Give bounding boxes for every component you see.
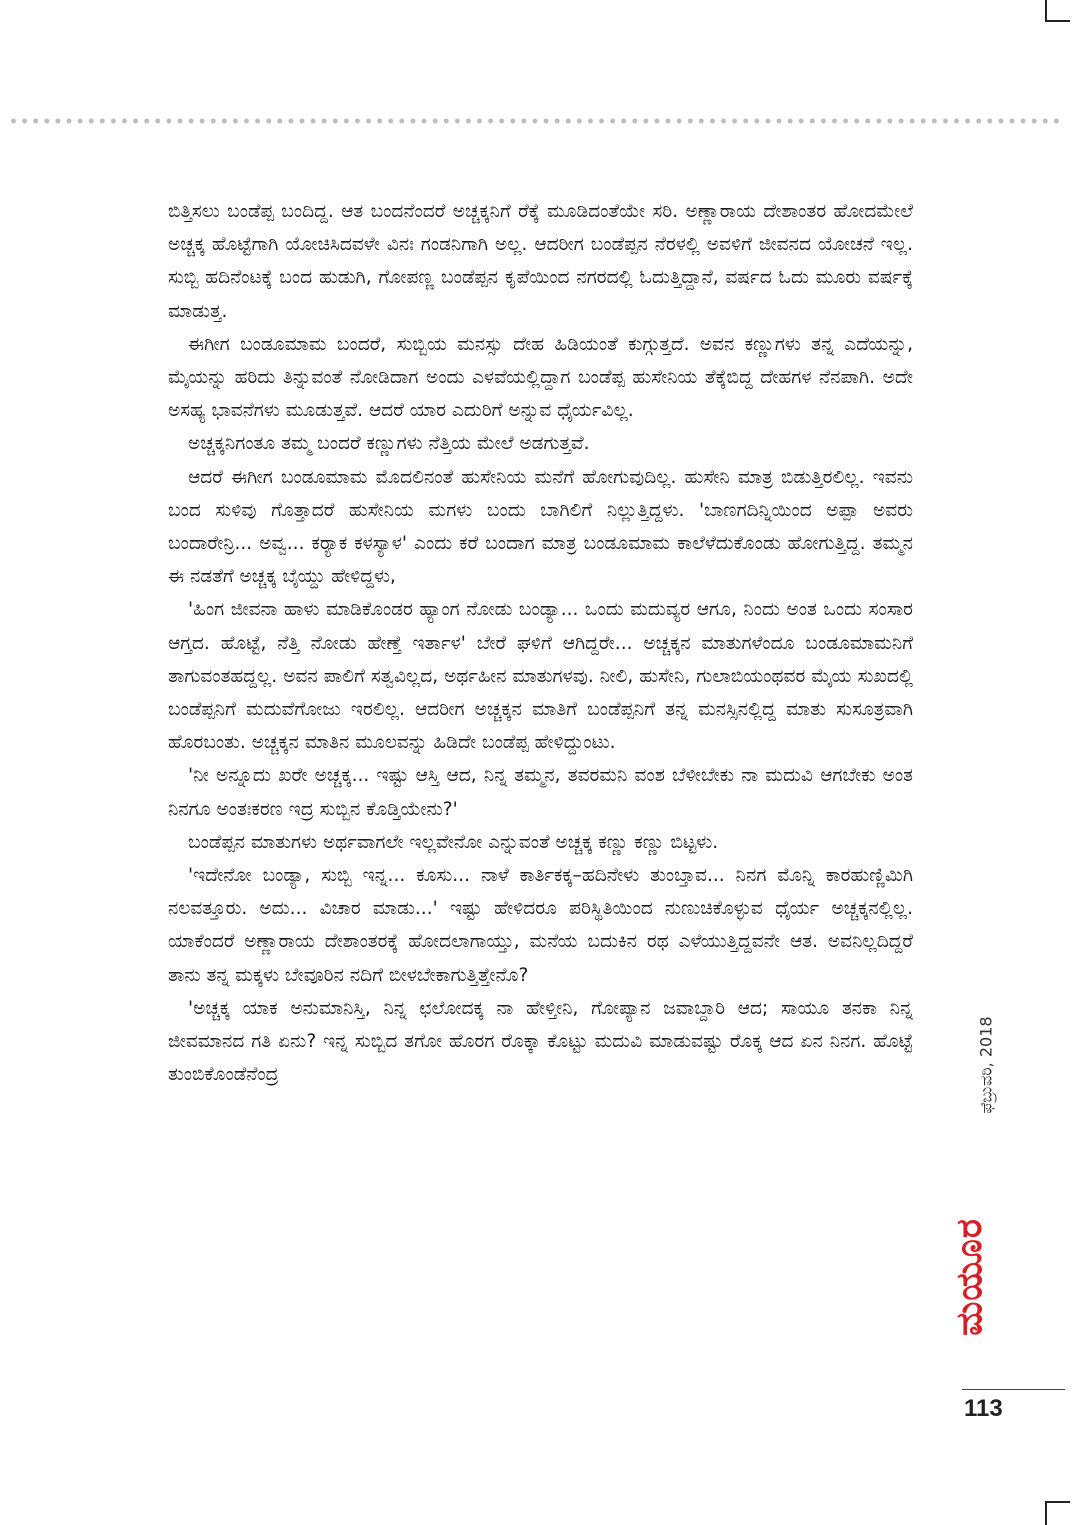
paragraph: ಅಚ್ಚಕ್ಕನಿಗಂತೂ ತಮ್ಮ ಬಂದರೆ ಕಣ್ಣುಗಳು ನೆತ್ತಿಯ ಮೇಲೆ ಅಡಗುತ್ತವೆ. bbox=[188, 433, 590, 455]
paragraph: 'ನೀ ಅನ್ನೂದು ಖರೇ ಅಚ್ಚಕ್ಕ... ಇಷ್ಟು ಆಸ್ತಿ ಆದ, ನಿನ್ನ ತಮ್ಮನ, ತವರಮನಿ ವಂಶ ಬೆಳೀಬೇಕು ನಾ ಮದುವಿ ಆಗಬೇಕು ಅಂತ ನಿನಗೂ ಅಂತಃಕರಣ ಇದ್ರ ಸುಬ್ಬಿನ ಕೊಡ್ತಿಯೇನು?' bbox=[168, 765, 913, 820]
paragraph: ಬಿತ್ತಿಸಲು ಬಂಡೆಪ್ಪ ಬಂದಿದ್ದ. ಆತ ಬಂದನೆಂದರೆ ಅಚ್ಚಕ್ಕನಿಗೆ ರೆಕ್ಕೆ ಮೂಡಿದಂತೆಯೇ ಸರಿ. ಅಣ್ಣಾರಾಯ ದೇಶಾಂತರ ಹೋದಮೇಲೆ ಅಚ್ಚಕ್ಕ ಹೊಟ್ಟೆಗಾಗಿ ಯೋಚಿಸಿದವಳೇ ವಿನಃ ಗಂಡನಿಗಾಗಿ ಅಲ್ಲ. ಆದರೀಗ ಬಂಡೆಪ್ಪನ ನೆರಳಲ್ಲಿ ಅವಳಿಗೆ ಜೀವನದ ಯೋಚನೆ ಇಲ್ಲ. ಸುಬ್ಬಿ ಹದಿನೆಂಟಕ್ಕೆ ಬಂದ ಹುಡುಗಿ, ಗೋಪಣ್ಣ ಬಂಡೆಪ್ಪನ ಕೃಪೆಯಿಂದ ನಗರದಲ್ಲಿ ಓದುತ್ತಿದ್ದಾನೆ, ವರ್ಷದ ಓದು ಮೂರು ವರ್ಷಕ್ಕೆ ಮಾಡುತ್ತ. bbox=[168, 201, 913, 322]
article-body bbox=[168, 195, 913, 1091]
paragraph: ಈಗೀಗ ಬಂಡೂಮಾಮ ಬಂದರೆ, ಸುಬ್ಬಿಯ ಮನಸ್ಸು ದೇಹ ಹಿಡಿಯಂತೆ ಕುಗ್ಗುತ್ತದೆ. ಅವನ ಕಣ್ಣುಗಳು ತನ್ನ ಎದೆಯನ್ನು, ಮೈಯನ್ನು ಹರಿದು ತಿನ್ನುವಂತೆ ನೋಡಿದಾಗ ಅಂದು ಎಳವೆಯಲ್ಲಿದ್ದಾಗ ಬಂಡೆಪ್ಪ ಹುಸೇನಿಯ ತೆಕ್ಕೆಬಿದ್ದ ದೇಹಗಳ ನೆನಪಾಗಿ. ಅದೇ ಅಸಹ್ಯ ಭಾವನೆಗಳು ಮೂಡುತ್ತವೆ. ಆದರೆ ಯಾರ ಎದುರಿಗೆ ಅನ್ನುವ ಧೈರ್ಯವಿಲ್ಲ. bbox=[168, 333, 913, 422]
paragraph: ಬಂಡೆಪ್ಪನ ಮಾತುಗಳು ಅರ್ಥವಾಗಲೇ ಇಲ್ಲವೇನೋ ಎನ್ನುವಂತೆ ಅಚ್ಚಕ್ಕ ಕಣ್ಣು ಕಣ್ಣು ಬಿಟ್ಟಳು. bbox=[188, 831, 719, 853]
crop-mark-bottom-right-h bbox=[1045, 1501, 1070, 1503]
magazine-logo-text: ಮಯೂರ bbox=[949, 1218, 990, 1336]
paragraph: 'ಹಿಂಗ ಜೀವನಾ ಹಾಳು ಮಾಡಿಕೊಂಡರ ಹ್ಯಾಂಗ ನೋಡು ಬಂಡ್ಯಾ... ಒಂದು ಮದುವ್ಯರ ಆಗೂ, ನಿಂದು ಅಂತ ಒಂದು ಸಂಸಾರ ಆಗ್ತದ. ಹೊಟ್ಟೆ, ನೆತ್ತಿ ನೋಡು ಹೇಣ್ತೆ ಇರ್ತಾಳ' ಬೇರೆ ಘಳಿಗೆ ಆಗಿದ್ದರೇ... ಅಚ್ಚಕ್ಕನ ಮಾತುಗಳೆಂದೂ ಬಂಡೂಮಾಮನಿಗೆ ತಾಗುವಂತಹದ್ದಲ್ಲ. ಅವನ ಪಾಲಿಗೆ ಸತ್ವವಿಲ್ಲದ, ಅರ್ಥಹೀನ ಮಾತುಗಳವು. ನೀಲಿ, ಹುಸೇನಿ, ಗುಲಾಬಿಯಂಥವರ ಮೈಯ ಸುಖದಲ್ಲಿ ಬಂಡೆಪ್ಪನಿಗೆ ಮದುವೆಗೋಜು ಇರಲಿಲ್ಲ. ಆದರೀಗ ಅಚ್ಚಕ್ಕನ ಮಾತಿಗೆ ಬಂಡೆಪ್ಪನಿಗೆ ತನ್ನ ಮನಸ್ಸಿನಲ್ಲಿದ್ದ ಮಾತು ಸುಸೂತ್ರವಾಗಿ ಹೊರಬಂತು. ಅಚ್ಚಕ್ಕನ ಮಾತಿನ ಮೂಲವನ್ನು ಹಿಡಿದೇ ಬಂಡೆಪ್ಪ ಹೇಳಿದ್ದುಂಟು. bbox=[168, 599, 913, 754]
dotted-rule bbox=[8, 117, 1064, 125]
issue-date bbox=[942, 1016, 1032, 1114]
paragraph: 'ಅಚ್ಚಕ್ಕ ಯಾಕ ಅನುಮಾನಿಸ್ತಿ, ನಿನ್ನ ಛಲೋದಕ್ಕ ನಾ ಹೇಳ್ತೀನಿ, ಗೋಪ್ಯಾನ ಜವಾಬ್ದಾರಿ ಆದ; ಸಾಯೂ ತನಕಾ ನಿನ್ನ ಜೀವಮಾನದ ಗತಿ ಏನು? ಇನ್ನ ಸುಬ್ಬಿದ ತಗೋ ಹೊರಗ ರೊಕ್ಕಾ ಕೊಟ್ಟು ಮದುವಿ ಮಾಡುವಷ್ಟು ರೊಕ್ಕ ಆದ ಏನ ನಿನಗ. ಹೊಟ್ಟೆ ತುಂಬಿಕೊಂಡೆನೆಂದ್ರ bbox=[168, 997, 913, 1086]
issue-date-text: ಫೆಬ್ರುವರಿ, 2018 bbox=[977, 1016, 997, 1114]
paragraph: ಆದರೆ ಈಗೀಗ ಬಂಡೂಮಾಮ ಮೊದಲಿನಂತೆ ಹುಸೇನಿಯ ಮನೆಗೆ ಹೋಗುವುದಿಲ್ಲ. ಹುಸೇನಿ ಮಾತ್ರ ಬಿಡುತ್ತಿರಲಿಲ್ಲ. ಇವನು ಬಂದ ಸುಳಿವು ಗೊತ್ತಾದರೆ ಹುಸೇನಿಯ ಮಗಳು ಬಂದು ಬಾಗಿಲಿಗೆ ನಿಲ್ಲುತ್ತಿದ್ದಳು. 'ಬಾಣಗದಿನ್ನಿಯಿಂದ ಅಪ್ಪಾ ಅವರು ಬಂದಾರೇನ್ರಿ... ಅವ್ವ... ಕರ್‍ಯಾಕ ಕಳಸ್ಯಾಳ' ಎಂದು ಕರೆ ಬಂದಾಗ ಮಾತ್ರ ಬಂಡೂಮಾಮ ಕಾಲೆಳೆದುಕೊಂಡು ಹೋಗುತ್ತಿದ್ದ. ತಮ್ಮನ ಈ ನಡತೆಗೆ ಅಚ್ಚಕ್ಕ ಬೈಯ್ದು ಹೇಳಿದ್ದಳು, bbox=[168, 466, 913, 588]
crop-mark-bottom-right bbox=[1045, 1501, 1047, 1525]
paragraph: 'ಇದೇನೋ ಬಂಡ್ಯಾ, ಸುಬ್ಬಿ ಇನ್ನ... ಕೂಸು... ನಾಳೆ ಕಾರ್ತಿಕಕ್ಕ–ಹದಿನೇಳು ತುಂಬ್ತಾವ... ನಿನಗ ಮೊನ್ನಿ ಕಾರಹುಣ್ಣಿಮಿಗಿ ನಲವತ್ತೂರು. ಅದು... ವಿಚಾರ ಮಾಡು...' ಇಷ್ಟು ಹೇಳಿದರೂ ಪರಿಸ್ಥಿತಿಯಿಂದ ನುಣುಚಿಕೊಳ್ಳುವ ಧೈರ್ಯ ಅಚ್ಚಕ್ಕನಲ್ಲಿಲ್ಲ. ಯಾಕೆಂದರೆ ಅಣ್ಣಾರಾಯ ದೇಶಾಂತರಕ್ಕೆ ಹೋದಲಾಗಾಯ್ತು, ಮನೆಯ ಬದುಕಿನ ರಥ ಎಳೆಯುತ್ತಿದ್ದವನೇ ಆತ. ಅವನಿಲ್ಲದಿದ್ದರೆ ತಾನು ತನ್ನ ಮಕ್ಕಳು ಬೇವೂರಿನ ನದಿಗೆ ಬೀಳಬೇಕಾಗುತ್ತಿತ್ತೇನೊ? bbox=[168, 865, 913, 986]
page-number-rule bbox=[962, 1389, 1065, 1390]
crop-mark-top-right bbox=[1045, 0, 1047, 22]
crop-mark-top-right-h bbox=[1045, 20, 1070, 22]
page-number: 113 bbox=[964, 1395, 1003, 1422]
magazine-logo bbox=[900, 1218, 1040, 1336]
